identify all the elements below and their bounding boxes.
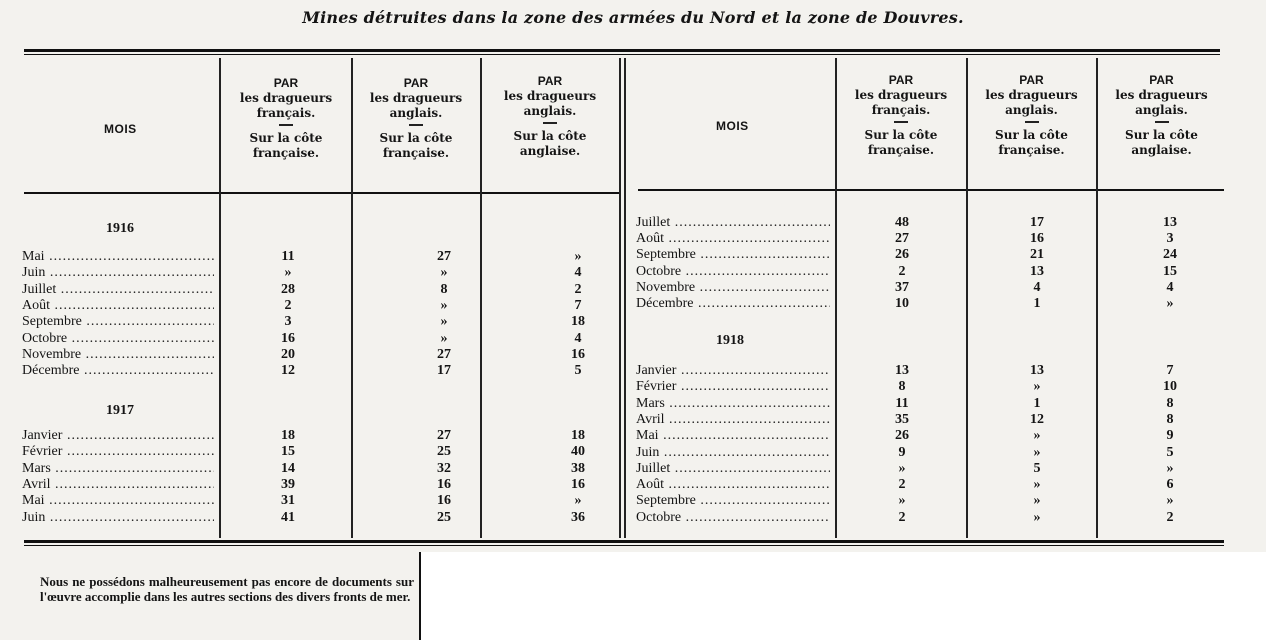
header-dash xyxy=(894,121,908,123)
month-label: Mars ..... xyxy=(636,396,830,412)
month-label: Février ..... xyxy=(636,379,830,395)
table-row xyxy=(636,445,1226,461)
cell-value: 2 xyxy=(898,477,906,493)
cell-value: 2 xyxy=(898,263,906,279)
month-label: Novembre ..... xyxy=(22,347,214,363)
cell-value: 27 xyxy=(437,346,451,362)
month-label: Septembre ..... xyxy=(636,493,830,509)
header-col-english-french-coast xyxy=(969,73,1094,158)
cell-value: 7 xyxy=(574,297,582,313)
month-label: Mai ..... xyxy=(22,249,214,265)
header-line: anglais. xyxy=(1005,103,1058,117)
header-line: PAR xyxy=(537,74,563,88)
cell-value: » xyxy=(440,314,448,330)
header-col-english-english-coast xyxy=(483,74,617,159)
cell-value: » xyxy=(1033,379,1041,395)
header-dash xyxy=(279,124,293,126)
table-row xyxy=(636,296,1226,312)
header-line: Sur la côte xyxy=(379,131,453,145)
cell-value: 13 xyxy=(895,363,909,378)
table-row xyxy=(22,347,617,363)
header-line: française. xyxy=(998,143,1065,157)
header-line: anglais. xyxy=(389,106,443,120)
table-title: Mines détruites dans la zone des armées du Nord et la zone de Douvres. xyxy=(302,8,964,27)
cell-value: 16 xyxy=(281,330,295,346)
cell-value: 8 xyxy=(1166,411,1174,427)
cell-value: 4 xyxy=(574,265,582,281)
cell-value: 2 xyxy=(574,281,582,297)
table-row xyxy=(636,247,1226,263)
cell-value: 13 xyxy=(1030,263,1044,279)
cell-value: 7 xyxy=(1166,363,1174,378)
cell-value: » xyxy=(1033,493,1041,509)
header-line: française. xyxy=(252,146,320,160)
top-rule xyxy=(24,49,1220,52)
month-label: Juillet ..... xyxy=(636,461,830,477)
header-line: Sur la côte xyxy=(995,128,1068,142)
month-label: Juin ..... xyxy=(636,445,830,461)
header-line: anglais. xyxy=(523,104,577,118)
table-row xyxy=(636,379,1226,395)
table-row xyxy=(22,477,617,493)
header-line: les dragueurs xyxy=(239,91,333,105)
cell-value: 3 xyxy=(1166,231,1174,247)
footer-note: Nous ne possédons malheureusement pas encore de documents sur l'œuvre accomplie dans les autres sections des divers fronts de mer. xyxy=(40,574,414,604)
cell-value: 18 xyxy=(571,428,585,443)
header-mois: MOIS xyxy=(104,122,137,136)
bottom-rule xyxy=(24,540,1224,543)
table-row xyxy=(636,412,1226,428)
cell-value: 1 xyxy=(1033,395,1041,411)
cell-value: 16 xyxy=(1030,231,1044,247)
cell-value: 41 xyxy=(281,509,295,525)
table-row xyxy=(22,249,617,265)
cell-value: 17 xyxy=(1030,215,1044,230)
cell-value: 26 xyxy=(895,428,909,444)
header-line: française. xyxy=(382,146,450,160)
header-rule-right xyxy=(638,189,1224,191)
cell-value: 10 xyxy=(1163,379,1177,395)
header-dash xyxy=(543,122,557,124)
cell-value: » xyxy=(1033,509,1041,525)
table-row xyxy=(636,215,1226,231)
table-row xyxy=(22,510,617,526)
table-row xyxy=(22,314,617,330)
cell-value: 16 xyxy=(437,493,451,509)
cell-value: 32 xyxy=(437,460,451,476)
year-label-1916: 1916 xyxy=(106,221,134,236)
month-label: Décembre ..... xyxy=(22,363,214,379)
cell-value: 24 xyxy=(1163,247,1177,263)
month-label: Août ..... xyxy=(636,477,830,493)
cell-value: » xyxy=(1166,460,1174,476)
table-row xyxy=(636,264,1226,280)
center-divider xyxy=(624,58,626,538)
header-col-english-french-coast xyxy=(354,76,478,161)
cell-value: 38 xyxy=(571,460,585,476)
month-label: Août ..... xyxy=(22,298,214,314)
header-line: anglaise. xyxy=(1131,143,1192,157)
header-line: Sur la côte xyxy=(513,129,587,143)
month-label: Décembre ..... xyxy=(636,296,830,312)
cell-value: 4 xyxy=(1166,279,1174,295)
cell-value: 14 xyxy=(281,460,295,476)
header-line: français. xyxy=(871,103,931,117)
cell-value: 16 xyxy=(437,476,451,492)
header-line: les dragueurs xyxy=(369,91,463,105)
cell-value: 26 xyxy=(895,247,909,263)
cell-value: » xyxy=(898,460,906,476)
top-rule-thin xyxy=(24,54,1220,55)
cell-value: 17 xyxy=(437,363,451,379)
header-col-english-english-coast xyxy=(1099,73,1224,158)
cell-value: 18 xyxy=(281,428,295,443)
header-col-french-sweepers xyxy=(838,73,964,158)
table-row xyxy=(22,461,617,477)
month-label: Avril ..... xyxy=(636,412,830,428)
header-rule-left xyxy=(24,192,620,194)
cell-value: 15 xyxy=(281,444,295,460)
cell-value: 12 xyxy=(1030,411,1044,427)
cell-value: 1 xyxy=(1033,296,1041,311)
month-label: Juin ..... xyxy=(22,265,214,281)
cell-value: 27 xyxy=(895,231,909,247)
column-rule xyxy=(419,552,421,640)
cell-value: 4 xyxy=(1033,279,1041,295)
cell-value: 25 xyxy=(437,509,451,525)
cell-value: 10 xyxy=(895,296,909,311)
cell-value: » xyxy=(1166,493,1174,509)
cell-value: 16 xyxy=(571,346,585,362)
header-line: PAR xyxy=(888,73,914,87)
header-dash xyxy=(1025,121,1039,123)
cell-value: » xyxy=(440,297,448,313)
table-row xyxy=(636,280,1226,296)
month-label: Février ..... xyxy=(22,444,214,460)
month-label: Mars ..... xyxy=(22,461,214,477)
month-label: Janvier ..... xyxy=(636,363,830,379)
table-row xyxy=(22,493,617,509)
table-row xyxy=(22,298,617,314)
header-line: Sur la côte xyxy=(864,128,938,142)
cell-value: 31 xyxy=(281,493,295,509)
cell-value: 36 xyxy=(571,509,585,525)
cell-value: 13 xyxy=(1163,215,1177,230)
header-line: les dragueurs xyxy=(503,89,597,103)
header-line: PAR xyxy=(273,76,299,90)
header-line: les dragueurs xyxy=(854,88,948,102)
cell-value: 40 xyxy=(571,444,585,460)
month-label: Septembre ..... xyxy=(636,247,830,263)
table-row xyxy=(22,428,617,444)
table-row xyxy=(636,428,1226,444)
table-row xyxy=(22,265,617,281)
header-line: Sur la côte xyxy=(249,131,323,145)
table-row xyxy=(636,493,1226,509)
cell-value: » xyxy=(574,493,582,509)
cell-value: » xyxy=(1166,296,1174,311)
cell-value: 27 xyxy=(437,249,451,264)
table-row xyxy=(22,282,617,298)
month-label: Novembre ..... xyxy=(636,280,830,296)
cell-value: 5 xyxy=(1166,444,1174,460)
header-mois: MOIS xyxy=(716,119,749,133)
cell-value: 21 xyxy=(1030,247,1044,263)
cell-value: 9 xyxy=(1166,428,1174,444)
cell-value: 25 xyxy=(437,444,451,460)
cell-value: 6 xyxy=(1166,477,1174,493)
month-label: Octobre ..... xyxy=(636,264,830,280)
table-row xyxy=(636,396,1226,412)
year-label-1917: 1917 xyxy=(106,403,134,418)
cell-value: » xyxy=(284,265,292,281)
table-row xyxy=(636,231,1226,247)
header-line: française. xyxy=(867,143,935,157)
month-label: Septembre ..... xyxy=(22,314,214,330)
cell-value: 2 xyxy=(898,509,906,525)
cell-value: 2 xyxy=(1166,509,1174,525)
month-label: Août ..... xyxy=(636,231,830,247)
cell-value: 8 xyxy=(898,379,906,395)
table-row xyxy=(636,363,1226,379)
year-label-1918: 1918 xyxy=(716,333,744,348)
cell-value: 8 xyxy=(440,281,448,297)
month-label: Avril ..... xyxy=(22,477,214,493)
cell-value: 4 xyxy=(574,330,582,346)
month-label: Juillet ..... xyxy=(22,282,214,298)
cell-value: » xyxy=(898,493,906,509)
header-line: les dragueurs xyxy=(985,88,1078,102)
header-col-french-sweepers xyxy=(222,76,350,161)
table-row xyxy=(636,461,1226,477)
cell-value: 13 xyxy=(1030,363,1044,378)
cell-value: 35 xyxy=(895,411,909,427)
table-row xyxy=(22,444,617,460)
cell-value: 11 xyxy=(895,395,909,411)
cell-value: 5 xyxy=(574,363,582,379)
cell-value: 37 xyxy=(895,279,909,295)
cell-value: 27 xyxy=(437,428,451,443)
cell-value: 39 xyxy=(281,476,295,492)
cell-value: » xyxy=(574,249,582,264)
cell-value: » xyxy=(1033,444,1041,460)
cell-value: 16 xyxy=(571,476,585,492)
cell-value: 9 xyxy=(898,444,906,460)
cell-value: » xyxy=(1033,477,1041,493)
cell-value: 20 xyxy=(281,346,295,362)
cell-value: 15 xyxy=(1163,263,1177,279)
cell-value: » xyxy=(1033,428,1041,444)
cell-value: 48 xyxy=(895,215,909,230)
header-dash xyxy=(409,124,423,126)
header-line: PAR xyxy=(1019,73,1044,87)
month-label: Juin ..... xyxy=(22,510,214,526)
table-row xyxy=(22,363,617,379)
month-label: Mai ..... xyxy=(22,493,214,509)
header-line: Sur la côte xyxy=(1125,128,1198,142)
cell-value: » xyxy=(440,265,448,281)
month-label: Janvier ..... xyxy=(22,428,214,444)
bottom-rule-thin xyxy=(24,545,1224,546)
month-label: Octobre ..... xyxy=(636,510,830,526)
month-label: Mai ..... xyxy=(636,428,830,444)
cell-value: 3 xyxy=(284,314,292,330)
cell-value: 5 xyxy=(1033,460,1041,476)
table-row xyxy=(636,477,1226,493)
header-line: PAR xyxy=(403,76,429,90)
cell-value: 18 xyxy=(571,314,585,330)
month-label: Octobre ..... xyxy=(22,331,214,347)
cell-value: 2 xyxy=(284,297,292,313)
header-line: anglaise. xyxy=(519,144,581,158)
cell-value: 11 xyxy=(281,249,295,264)
header-line: anglais. xyxy=(1135,103,1188,117)
cell-value: 12 xyxy=(281,363,295,379)
header-line: PAR xyxy=(1149,73,1174,87)
month-label: Juillet ..... xyxy=(636,215,830,231)
cell-value: 8 xyxy=(1166,395,1174,411)
header-dash xyxy=(1155,121,1169,123)
table-row xyxy=(22,331,617,347)
cell-value: 28 xyxy=(281,281,295,297)
cell-value: » xyxy=(440,330,448,346)
center-divider xyxy=(619,58,621,538)
table-row xyxy=(636,510,1226,526)
header-line: les dragueurs xyxy=(1115,88,1208,102)
header-line: français. xyxy=(256,106,316,120)
